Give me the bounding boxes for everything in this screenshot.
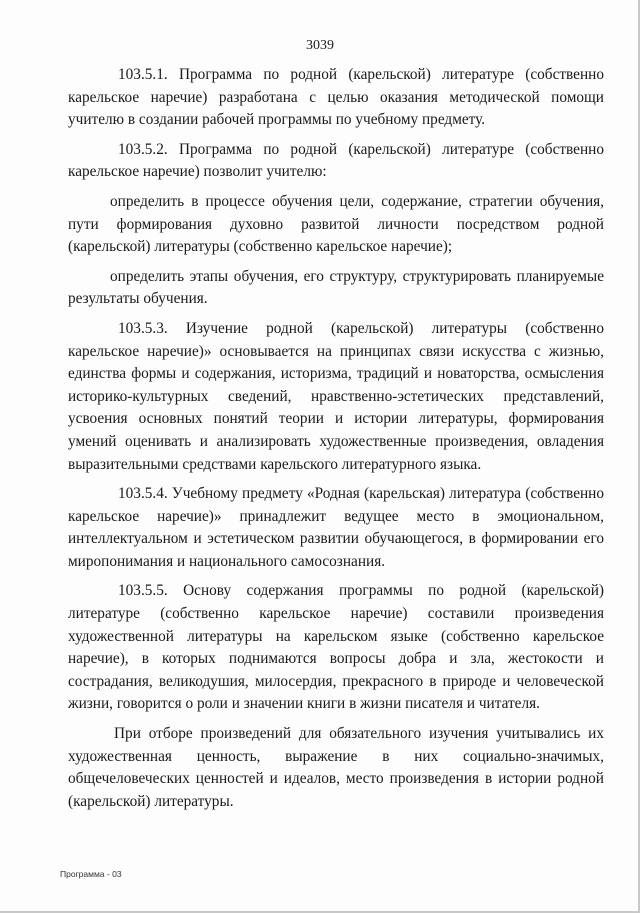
paragraph-103-5-3: 103.5.3. Изучение родной (карельской) литературы (собственно карельское наречие)» основывается на принципах связи искусства с жизнью, единства формы и содержания, историзма, традиций и новаторства, осмысления историко-культурных сведений, нравственно-эстетических представлений, усвоения основных понятий теории и истории литературы, формирования умений оценивать и анализировать художественные произведения, овладения выразительными средствами карельского литературного языка.: [68, 319, 604, 473]
document-body: [68, 64, 604, 820]
paragraph-103-5-4: 103.5.4. Учебному предмету «Родная (карельская) литература (собственно карельское наречие)» принадлежит ведущее место в эмоциональном, интеллектуальном и эстетическом развитии обучающегося, в формировании его миропонимания и национального самосознания.: [68, 485, 604, 570]
list-item-goals: определить в процессе обучения цели, содержание, стратегии обучения, пути формирования духовно развитой личности посредством родной (карельской) литературы (собственно карельское наречие);: [68, 192, 604, 256]
paragraph-selection-criteria: При отборе произведений для обязательного изучения учитывались их художественная ценность, выражение в них социально-значимых, общечеловеческих ценностей и идеалов, место произведения в истории родной (карельской) литературы.: [68, 725, 604, 810]
page-number: 3039: [306, 38, 334, 53]
paragraph-103-5-5: 103.5.5. Основу содержания программы по родной (карельской) литературе (собственно карельское наречие) составили произведения художественной литературы на карельском языке (собственно карельское наречие), в которых поднимаются вопросы добра и зла, жестокости и сострадания, великодушия, милосердия, прекрасного в природе и человеческой жизни, говорится о роли и значении книги в жизни писателя и читателя.: [68, 582, 604, 713]
page-footer: Программа - 03: [60, 869, 122, 879]
paragraph-103-5-1: 103.5.1. Программа по родной (карельской) литературе (собственно карельское наречие) разработана с целью оказания методической помощи учителю в создании рабочей программы по учебному предмету.: [68, 66, 604, 129]
list-item-stages: определить этапы обучения, его структуру, структурировать планируемые результаты обучения.: [68, 267, 604, 308]
paragraph-103-5-2: 103.5.2. Программа по родной (карельской) литературе (собственно карельское наречие) позволит учителю:: [68, 140, 604, 181]
